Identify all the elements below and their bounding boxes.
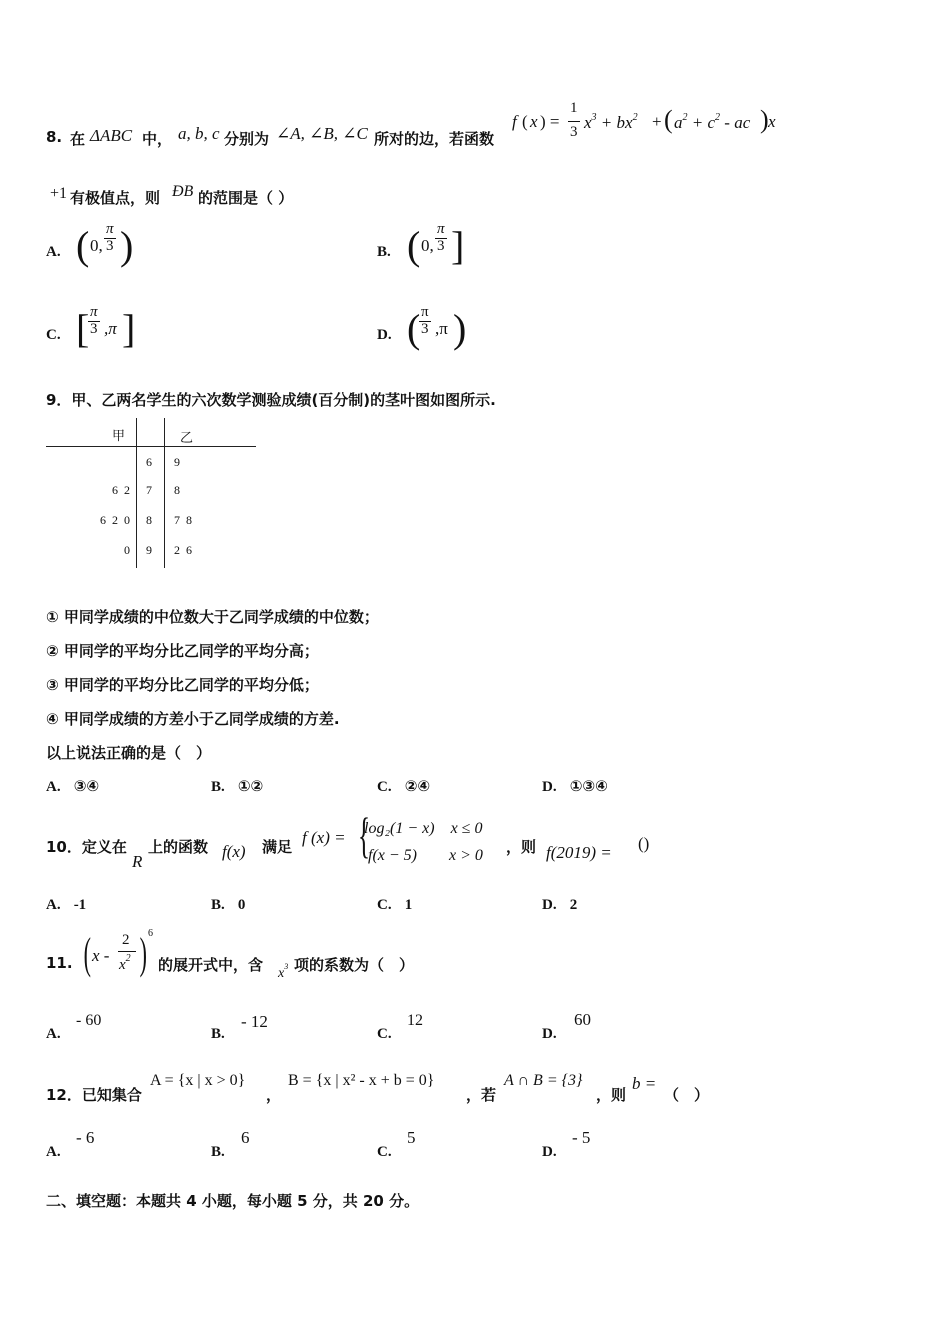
q10-case-1: log₂(1 − x) x ≤ 0: [364, 820, 483, 837]
q12-condition: A ∩ B = {3}: [504, 1072, 583, 1089]
q12-text-2: ，若: [466, 1086, 497, 1104]
stem-leaf-row-left: 6 2: [112, 483, 130, 497]
q11-option-b[interactable]: [211, 1012, 331, 1048]
q9-statement-2: ② 甲同学的平均分比乙同学的平均分高；: [46, 642, 319, 660]
q11-option-c-label: C.: [377, 1026, 392, 1042]
q10-text-3: 满足: [262, 838, 293, 856]
q8-option-c-right-bracket: ]: [122, 306, 136, 351]
q8-option-a-hi: $\frac{\pi}{3}$: [106, 221, 114, 254]
q8-option-d[interactable]: [377, 305, 677, 355]
q8-option-a-lo: 0,: [90, 236, 103, 255]
q10-fx-eq: f (x) =: [302, 828, 346, 847]
stem-leaf-row-right: 7 8: [174, 513, 192, 527]
q12-number-text: 12．已知集合: [46, 1086, 142, 1104]
q8-line2-text: 有极值点，则: [70, 189, 161, 207]
q8-option-d-label: D.: [377, 327, 392, 343]
q11-option-a-label: A.: [46, 1026, 61, 1042]
q8-text-2: 中，: [142, 130, 173, 148]
q9-option-b[interactable]: [211, 776, 263, 796]
stem-leaf-row-left: 0: [124, 543, 130, 557]
q9-text: 9．甲、乙两名学生的六次数学测验成绩(百分制)的茎叶图如图所示.: [46, 391, 496, 409]
q10-fx: f(x): [222, 842, 246, 861]
q11-option-b-label: B.: [211, 1026, 225, 1042]
q10-option-a-value: -1: [73, 897, 87, 913]
q12-option-b[interactable]: [211, 1128, 331, 1164]
q8-option-c-label: C.: [46, 327, 61, 343]
q10-option-c[interactable]: [377, 894, 412, 914]
q12-option-a-label: A.: [46, 1144, 61, 1160]
q9-statement-3: ③ 甲同学的平均分比乙同学的平均分低；: [46, 676, 319, 694]
q8-line2-plus-one: +1: [50, 185, 68, 202]
q12-set-a: A = {x | x > 0}: [150, 1072, 246, 1089]
q9-option-c-label: C.: [377, 779, 392, 795]
q8-option-a[interactable]: [46, 222, 346, 272]
q12-set-b: B = {x | x² - x + b = 0}: [288, 1072, 435, 1089]
q12-option-c[interactable]: [377, 1128, 497, 1164]
q12-option-b-label: B.: [211, 1144, 225, 1160]
q8-triangle: ΔABC: [90, 126, 133, 145]
q8-option-a-left-bracket: (: [76, 223, 90, 268]
q8-text-4: 所对的边，若函数: [374, 130, 495, 148]
q8-option-a-label: A.: [46, 244, 61, 260]
q8-option-d-left-bracket: (: [407, 306, 421, 351]
stem-leaf-row-stem: 6: [146, 455, 152, 469]
q8-option-d-lo: $\frac{\pi}{3}$: [421, 304, 429, 337]
q9-option-a-value: ③④: [73, 777, 100, 795]
stem-leaf-row-stem: 9: [146, 543, 152, 557]
q8-option-d-hi: ,π: [435, 319, 448, 338]
stem-leaf-row-stem: 8: [146, 513, 152, 527]
q11-option-a[interactable]: [46, 1012, 166, 1048]
q8-number: 8.: [46, 128, 63, 146]
q10-option-d-value: 2: [569, 897, 578, 913]
q11-option-c-value: 12: [407, 1012, 423, 1029]
q10-option-b[interactable]: [211, 894, 245, 914]
q8-option-b-right-bracket: ]: [451, 223, 465, 268]
q9-option-b-value: ①②: [237, 777, 264, 795]
q9-option-d[interactable]: [542, 776, 608, 796]
q10-case-2: f(x − 5) x > 0: [368, 847, 483, 864]
q10-option-b-value: 0: [237, 897, 246, 913]
q12-option-c-label: C.: [377, 1144, 392, 1160]
q12-option-a-value: - 6: [76, 1128, 95, 1147]
q8-option-d-right-bracket: ): [453, 306, 467, 351]
stem-leaf-row-right: 9: [174, 455, 180, 469]
q8-angles: ∠A, ∠B, ∠C: [276, 124, 368, 143]
q12-b: b =: [632, 1074, 657, 1093]
q12-option-c-value: 5: [407, 1128, 416, 1147]
section-2-heading: 二、填空题：本题共 4 小题，每小题 5 分，共 20 分。: [46, 1192, 420, 1210]
q11-option-a-value: - 60: [76, 1012, 102, 1029]
stem-leaf-row-right: 8: [174, 483, 180, 497]
q10-ask: f(2019) =: [546, 843, 612, 862]
q12-comma: ，: [266, 1086, 282, 1104]
q12-text-4: （ ）: [664, 1086, 710, 1104]
q9-option-c[interactable]: [377, 776, 430, 796]
q10-answer-paren: (): [638, 834, 650, 853]
stem-leaf-row-left: 6 2 0: [100, 513, 130, 527]
q9-option-b-label: B.: [211, 779, 225, 795]
q8-option-c[interactable]: [46, 305, 346, 355]
q9-statement-4: ④ 甲同学成绩的方差小于乙同学成绩的方差.: [46, 710, 340, 728]
q9-option-a[interactable]: [46, 776, 99, 796]
stem-leaf-left-divider: [136, 418, 137, 568]
stem-leaf-left-header: 甲: [112, 428, 126, 443]
q10-option-b-label: B.: [211, 897, 225, 913]
q9-ask: 以上说法正确的是（ ）: [46, 744, 212, 762]
q8-option-b-lo: 0,: [421, 236, 434, 255]
q9-option-d-value: ①③④: [569, 777, 608, 795]
q8-text-1: 在: [70, 130, 86, 148]
q11-option-d-value: 60: [574, 1010, 591, 1029]
q8-option-a-right-bracket: ): [120, 223, 134, 268]
q8-option-c-lo: $\frac{\pi}{3}$: [90, 304, 98, 337]
q10-text-2: 上的函数: [148, 838, 209, 856]
q10-option-a-label: A.: [46, 897, 61, 913]
q8-option-c-left-bracket: [: [76, 306, 90, 351]
q8-sides: a, b, c: [178, 124, 220, 143]
q11-text-2: 项的系数为（ ）: [294, 956, 415, 974]
q9-statement-1: ① 甲同学成绩的中位数大于乙同学成绩的中位数；: [46, 608, 379, 626]
q10-option-c-value: 1: [404, 897, 413, 913]
q8-option-b-label: B.: [377, 244, 391, 260]
q8-option-b-hi: $\frac{\pi}{3}$: [437, 221, 445, 254]
q10-text-4: ，则: [506, 838, 537, 856]
q10-option-d-label: D.: [542, 897, 557, 913]
q12-option-a[interactable]: [46, 1128, 166, 1164]
q10-option-a[interactable]: [46, 894, 86, 914]
q9-option-c-value: ②④: [404, 777, 431, 795]
q12-option-d-value: - 5: [572, 1128, 591, 1147]
q8-option-b[interactable]: [377, 222, 677, 272]
q9-option-a-label: A.: [46, 779, 61, 795]
q11-expression: ( x - 2 $x^2$ ) 6: [83, 928, 153, 978]
q10-option-c-label: C.: [377, 897, 392, 913]
q12-text-3: ，则: [596, 1086, 627, 1104]
q11-term: $x^3$: [278, 962, 289, 981]
stem-leaf-row-right: 2 6: [174, 543, 192, 557]
q12-option-d[interactable]: [542, 1128, 662, 1164]
q10-brace: {: [358, 807, 370, 863]
q11-option-b-value: - 12: [241, 1012, 268, 1031]
q10-domain-r: R: [132, 852, 143, 871]
stem-leaf-right-header: 乙: [180, 430, 194, 445]
stem-leaf-row-stem: 7: [146, 483, 152, 497]
q11-option-c[interactable]: [377, 1012, 497, 1048]
q8-line2-ask: 的范围是（ ）: [198, 189, 294, 207]
stem-leaf-plot: [46, 418, 258, 568]
stem-leaf-header-line: [46, 446, 256, 447]
q9-option-d-label: D.: [542, 779, 557, 795]
q11-text-1: 的展开式中，含: [158, 956, 264, 974]
q11-number: 11.: [46, 954, 73, 972]
q8-text-3: 分别为: [224, 130, 270, 148]
q10-option-d[interactable]: [542, 894, 577, 914]
stem-leaf-right-divider: [164, 418, 165, 568]
q11-option-d-label: D.: [542, 1026, 557, 1042]
q8-option-b-left-bracket: (: [407, 223, 421, 268]
q12-option-b-value: 6: [241, 1128, 250, 1147]
q10-number-text: 10．定义在: [46, 838, 127, 856]
q8-option-c-hi: ,π: [104, 319, 117, 338]
q8-angle-b: ÐB: [172, 183, 194, 200]
q12-option-d-label: D.: [542, 1144, 557, 1160]
q11-option-d[interactable]: [542, 1012, 662, 1048]
